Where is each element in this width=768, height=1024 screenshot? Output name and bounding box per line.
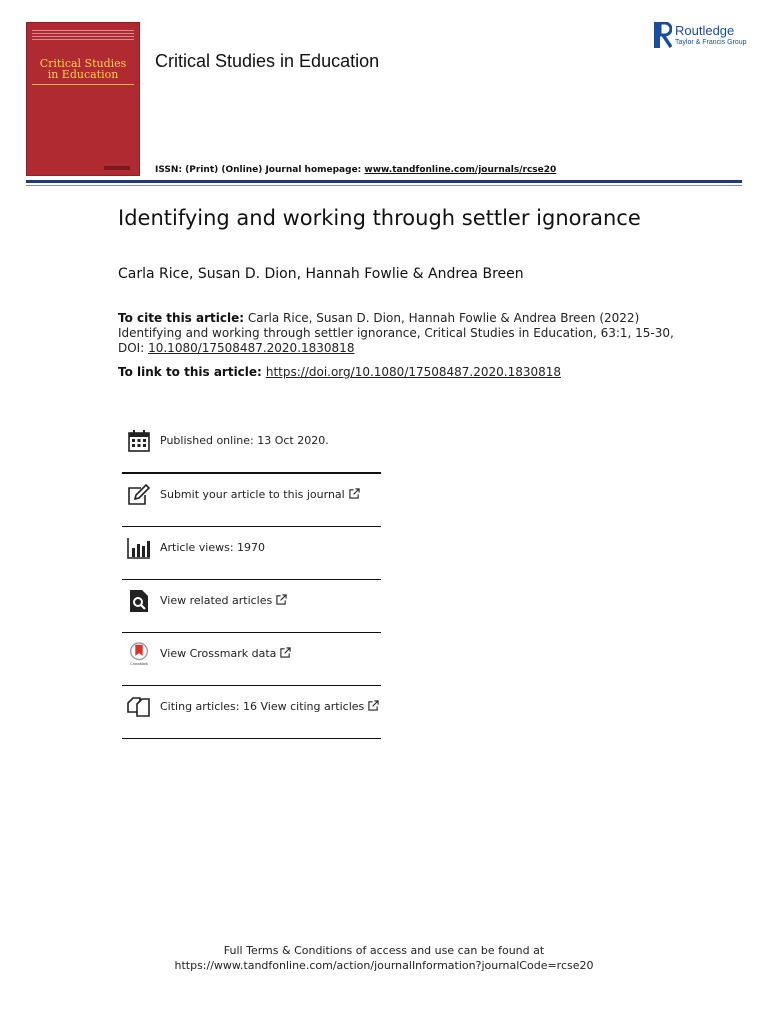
footer-terms-link[interactable]: https://www.tandfonline.com/action/journalInformation?journalCode=rcse20 (174, 959, 594, 972)
submit-article-link[interactable] (160, 488, 360, 501)
external-link-icon (368, 700, 379, 711)
document-search-icon (127, 589, 151, 613)
publisher-name: Routledge (675, 23, 735, 38)
cover-publisher-mark (104, 166, 130, 170)
citing-articles-label: Citing articles: 16 View citing articles (160, 700, 365, 713)
submit-article-label: Submit your article to this journal (160, 488, 345, 501)
cover-header-lines (32, 28, 134, 48)
submit-article-item[interactable] (122, 474, 381, 526)
citation-block (118, 311, 678, 356)
crossmark-label: View Crossmark data (160, 647, 277, 660)
related-articles-item[interactable] (122, 580, 381, 632)
journal-cover (26, 22, 140, 176)
link-label: To link to this article: (118, 365, 262, 379)
cite-label: To cite this article: (118, 311, 245, 325)
related-articles-link[interactable] (160, 594, 287, 607)
article-views-item (122, 527, 381, 579)
copy-documents-icon (127, 695, 151, 719)
pencil-edit-icon (127, 483, 151, 507)
external-link-icon (349, 488, 360, 499)
article-authors: Carla Rice, Susan D. Dion, Hannah Fowlie & Andrea Breen (118, 266, 524, 282)
routledge-logo-icon (654, 22, 672, 48)
journal-homepage-link[interactable]: www.tandfonline.com/journals/rcse20 (364, 165, 557, 175)
crossmark-item[interactable] (122, 633, 381, 685)
article-views-label: Article views: 1970 (160, 541, 266, 554)
cover-divider (32, 84, 134, 85)
publisher-subtitle: Taylor & Francis Group (675, 39, 747, 46)
article-doi-link[interactable]: https://doi.org/10.1080/17508487.2020.1830818 (265, 365, 562, 379)
cite-text: Carla Rice, Susan D. Dion, Hannah Fowlie & Andrea Breen (2022) Identifying and working through settler ignorance, Critical Studies in Education, 63:1, 15-30, DOI: (118, 311, 674, 355)
related-articles-label: View related articles (160, 594, 273, 607)
cover-title-line2: in Education (47, 68, 119, 81)
issn-text: ISSN: (Print) (Online) Journal homepage: (155, 165, 365, 175)
cite-doi-link[interactable]: 10.1080/17508487.2020.1830818 (148, 341, 355, 355)
article-title: Identifying and working through settler ignorance (118, 206, 641, 230)
crossmark-icon (127, 642, 151, 666)
external-link-icon (280, 647, 291, 658)
cover-title (26, 58, 140, 80)
journal-title: Critical Studies in Education (155, 51, 380, 71)
divider (122, 738, 381, 739)
cover-title-line1: Critical Studies (39, 57, 127, 70)
external-link-icon (276, 594, 287, 605)
calendar-icon (127, 429, 151, 453)
citing-articles-link[interactable] (160, 700, 379, 713)
issn-line (155, 165, 556, 175)
bar-chart-icon (127, 536, 151, 560)
footer-line1: Full Terms & Conditions of access and use can be found at (223, 944, 545, 957)
article-info-list (122, 420, 381, 739)
header-rule-thin (26, 185, 742, 186)
published-online-item (122, 420, 381, 472)
crossmark-caption: CrossMark (130, 662, 148, 666)
published-online-label: Published online: 13 Oct 2020. (160, 434, 329, 447)
article-link-line (118, 365, 561, 379)
crossmark-link[interactable] (160, 647, 291, 660)
citing-articles-item[interactable] (122, 686, 381, 738)
footer (0, 943, 768, 973)
header-rule (26, 180, 742, 183)
